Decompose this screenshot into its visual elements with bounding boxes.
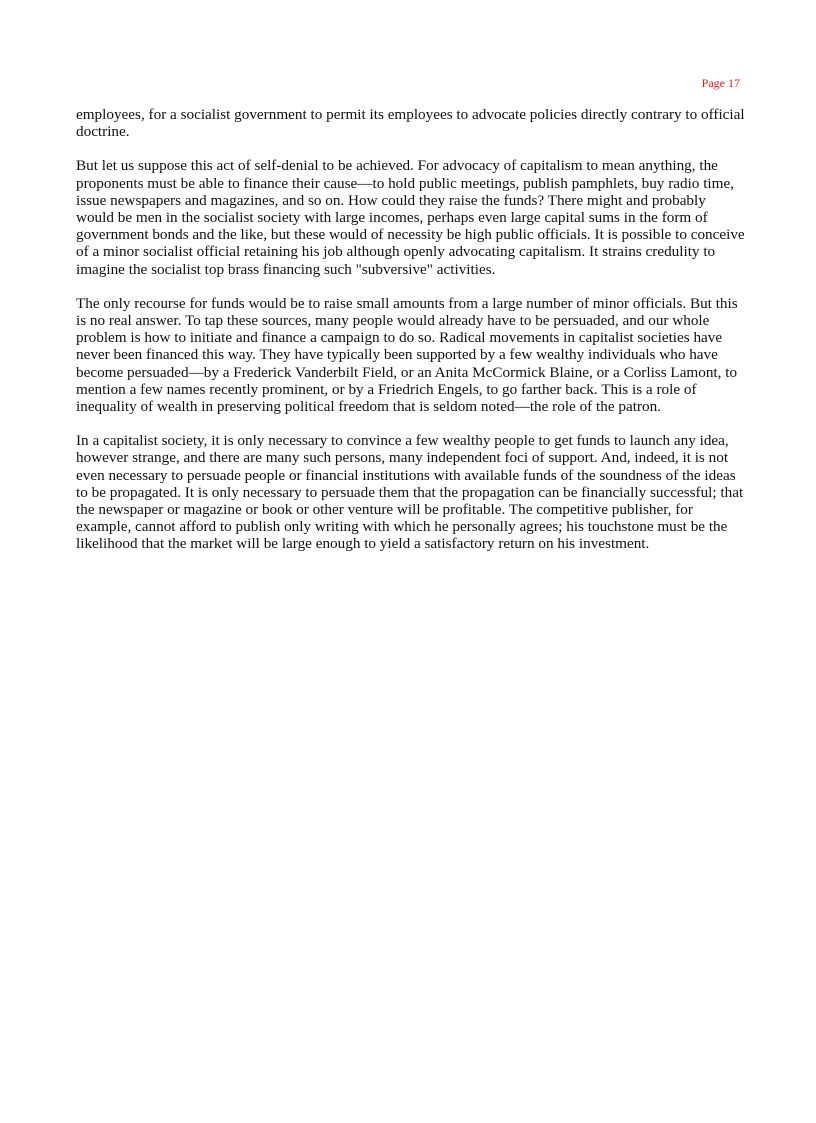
page-number: Page 17 [701, 76, 740, 90]
paragraph: employees, for a socialist government to permit its employees to advocate policies directly contrary to official doctrine. [76, 106, 745, 141]
paragraph: But let us suppose this act of self-denial to be achieved. For advocacy of capitalism to mean anything, the proponents must be able to finance their cause—to hold public meetings, publish pamphlets, buy radio time, issue newspapers and magazines, and so on. How could they raise the funds? There might and probably would be men in the socialist society with large incomes, perhaps even large capital sums in the form of government bonds and the like, but these would of necessity be high public officials. It is possible to conceive of a minor socialist official retaining his job although openly advocating capitalism. It strains credulity to imagine the socialist top brass financing such "subversive" activities. [76, 157, 745, 278]
paragraph: The only recourse for funds would be to raise small amounts from a large number of minor officials. But this is no real answer. To tap these sources, many people would already have to be persuaded, and our whole problem is how to initiate and finance a campaign to do so. Radical movements in capitalist societies have never been financed this way. They have typically been supported by a few wealthy individuals who have become persuaded—by a Frederick Vanderbilt Field, or an Anita McCormick Blaine, or a Corliss Lamont, to mention a few names recently prominent, or by a Friedrich Engels, to go farther back. This is a role of inequality of wealth in preserving political freedom that is seldom noted—the role of the patron. [76, 294, 738, 416]
paragraph: In a capitalist society, it is only necessary to convince a few wealthy people to get funds to launch any idea, however strange, and there are many such persons, many independent foci of support. And, indeed, it is not even necessary to persuade people or financial institutions with available funds of the soundness of the ideas to be propagated. It is only necessary to persuade them that the propagation can be financially successful; that the newspaper or magazine or book or other venture will be profitable. The competitive publisher, for example, cannot afford to publish only writing with which he personally agrees; his touchstone must be the likelihood that the market will be large enough to yield a satisfactory return on his investment. [76, 432, 744, 553]
body-text [76, 106, 746, 570]
